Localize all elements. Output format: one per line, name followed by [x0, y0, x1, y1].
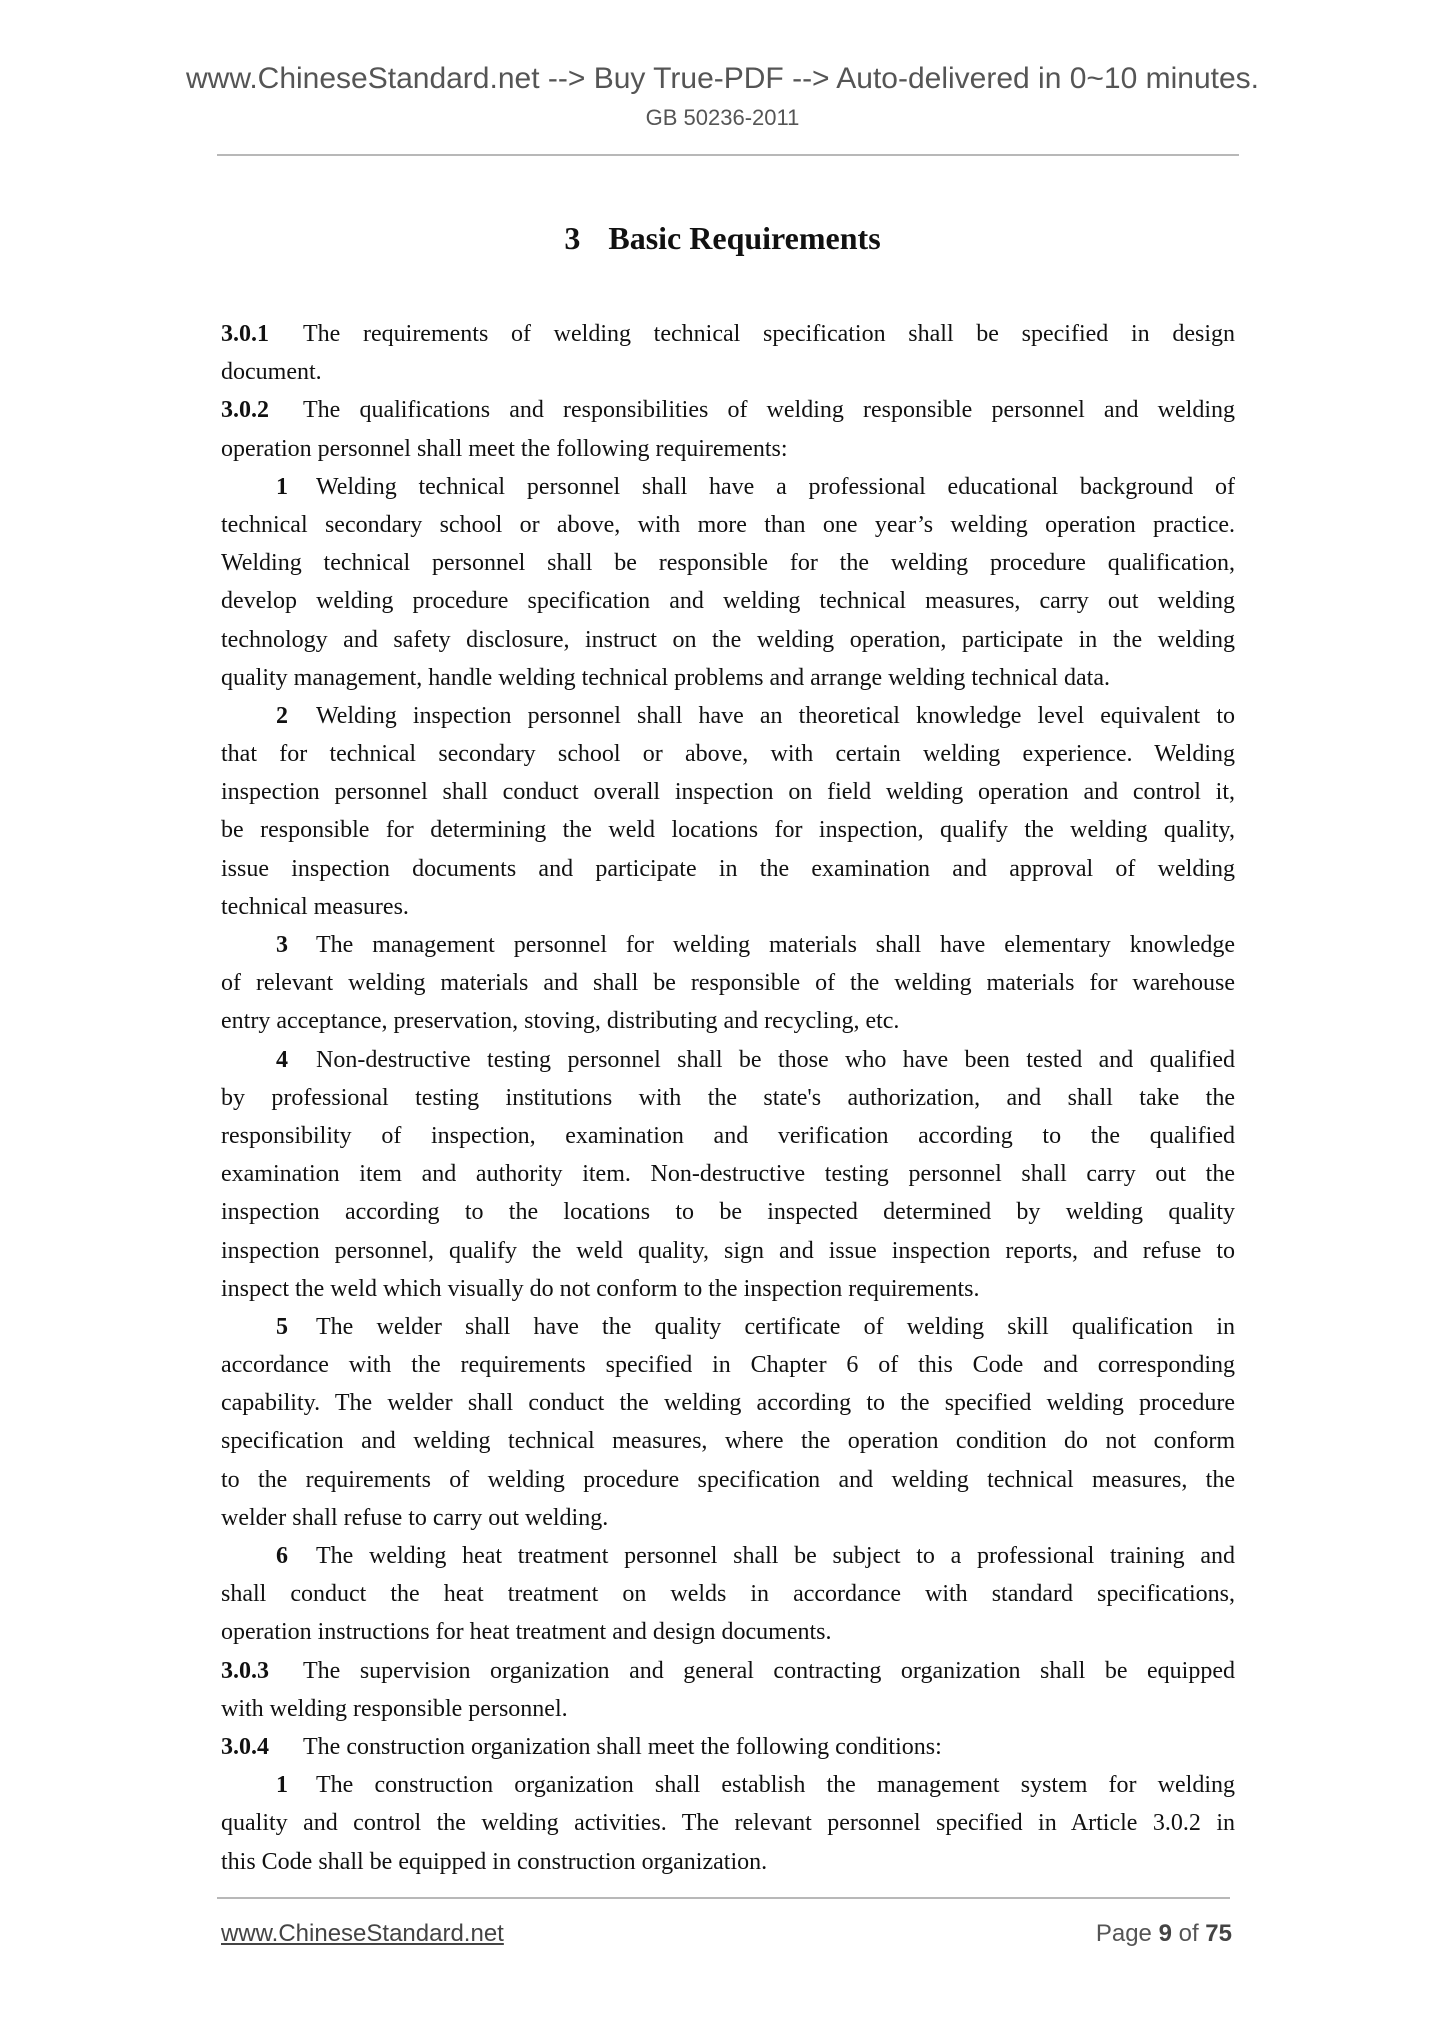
line-text: examination item and authority item. Non-destructive testing personnel shall carry out the	[221, 1161, 1235, 1188]
clause-3.0.3	[221, 1652, 1235, 1728]
text-line	[221, 1690, 1235, 1728]
text-line	[221, 1346, 1235, 1384]
text-line	[221, 926, 1235, 964]
list-item	[221, 1766, 1235, 1881]
line-text: inspection personnel, qualify the weld quality, sign and issue inspection reports, and refuse to	[221, 1237, 1235, 1264]
line-text: Welding technical personnel shall have a professional educational background of	[316, 473, 1235, 500]
text-line	[221, 1804, 1235, 1842]
line-text: with welding responsible personnel.	[221, 1695, 568, 1722]
text-line	[221, 1041, 1235, 1079]
text-line	[221, 582, 1235, 620]
text-line	[221, 964, 1235, 1002]
line-text: this Code shall be equipped in construction organization.	[221, 1848, 768, 1875]
page-total: 75	[1205, 1920, 1232, 1947]
chapter-number: 3	[564, 220, 581, 256]
line-text: The requirements of welding technical specification shall be specified in design	[303, 321, 1235, 347]
line-text: of relevant welding materials and shall be responsible of the welding materials for warehouse	[221, 970, 1235, 997]
list-item	[221, 1041, 1235, 1308]
text-line	[221, 773, 1235, 811]
document-body	[221, 315, 1235, 1881]
clause-number: 3.0.4	[221, 1733, 269, 1760]
item-number: 3	[276, 932, 288, 958]
text-line	[221, 888, 1235, 926]
item-number: 5	[276, 1313, 288, 1340]
text-line	[221, 850, 1235, 888]
text-line	[221, 1422, 1235, 1460]
text-line	[221, 1613, 1235, 1651]
text-line	[221, 1537, 1235, 1575]
line-text: The management personnel for welding materials shall have elementary knowledge	[316, 932, 1235, 958]
line-text: inspection personnel shall conduct overall inspection on field welding operation and control it,	[221, 779, 1235, 806]
list-item	[221, 697, 1235, 926]
line-text: technology and safety disclosure, instruct on the welding operation, participate in the welding	[221, 626, 1235, 653]
text-line	[221, 430, 1235, 468]
text-line	[221, 1843, 1235, 1881]
list-item	[221, 1537, 1235, 1652]
line-text: inspection according to the locations to be inspected determined by welding quality	[221, 1199, 1235, 1226]
page-title	[0, 218, 1445, 258]
line-text: inspect the weld which visually do not conform to the inspection requirements.	[221, 1275, 980, 1302]
line-text: technical secondary school or above, with more than one year’s welding operation practice.	[221, 511, 1235, 538]
chapter-title: Basic Requirements	[608, 220, 881, 256]
page-current: 9	[1158, 1920, 1172, 1947]
clause-number: 3.0.1	[221, 321, 269, 347]
line-text: responsibility of inspection, examination and verification according to the qualified	[221, 1122, 1235, 1149]
line-text: operation personnel shall meet the following requirements:	[221, 435, 788, 462]
item-number: 1	[276, 473, 288, 500]
text-line	[221, 621, 1235, 659]
page-prefix: Page	[1095, 1920, 1152, 1947]
clause-number: 3.0.2	[221, 397, 269, 424]
list-item	[221, 926, 1235, 1041]
line-text: document.	[221, 359, 322, 386]
list-item	[221, 1308, 1235, 1537]
line-text: that for technical secondary school or above, with certain welding experience. Welding	[221, 741, 1235, 768]
text-line	[221, 544, 1235, 582]
text-line	[221, 315, 1235, 353]
line-text: entry acceptance, preservation, stoving, distributing and recycling, etc.	[221, 1008, 900, 1035]
header-divider	[217, 154, 1239, 156]
text-line	[221, 1002, 1235, 1040]
header-banner: www.ChineseStandard.net --> Buy True-PDF --> Auto-delivered in 0~10 minutes.	[185, 62, 1260, 95]
text-line	[221, 391, 1235, 429]
line-text: The construction organization shall establish the management system for welding	[316, 1772, 1235, 1799]
line-text: technical measures.	[221, 893, 409, 920]
clause-3.0.2	[221, 391, 1235, 467]
line-text: The welder shall have the quality certificate of welding skill qualification in	[316, 1313, 1235, 1340]
text-line	[221, 1079, 1235, 1117]
line-text: Welding technical personnel shall be responsible for the welding procedure qualification,	[221, 550, 1235, 577]
line-text: operation instructions for heat treatment and design documents.	[221, 1619, 832, 1646]
line-text: Non-destructive testing personnel shall be those who have been tested and qualified	[316, 1046, 1235, 1073]
text-line	[221, 1117, 1235, 1155]
text-line	[221, 353, 1235, 391]
line-text: Welding inspection personnel shall have an theoretical knowledge level equivalent to	[316, 702, 1235, 729]
line-text: specification and welding technical measures, where the operation condition do not conform	[221, 1428, 1235, 1455]
text-line	[221, 468, 1235, 506]
text-line	[221, 1499, 1235, 1537]
footer-site-link[interactable]: www.ChineseStandard.net	[221, 1920, 504, 1947]
page-of: of	[1178, 1920, 1199, 1947]
text-line	[221, 811, 1235, 849]
line-text: The supervision organization and general contracting organization shall be equipped	[303, 1657, 1235, 1684]
line-text: issue inspection documents and participate in the examination and approval of welding	[221, 855, 1235, 882]
line-text: develop welding procedure specification and welding technical measures, carry out welding	[221, 588, 1235, 615]
line-text: quality management, handle welding technical problems and arrange welding technical data.	[221, 664, 1110, 691]
text-line	[221, 735, 1235, 773]
footer-divider	[217, 1897, 1230, 1899]
item-number: 2	[276, 702, 288, 729]
item-number: 4	[276, 1046, 288, 1073]
text-line	[221, 1766, 1235, 1804]
item-number: 6	[276, 1543, 288, 1569]
text-line	[221, 1270, 1235, 1308]
text-line	[221, 1384, 1235, 1422]
line-text: The qualifications and responsibilities of welding responsible personnel and welding	[303, 397, 1235, 424]
text-line	[221, 1461, 1235, 1499]
line-text: The welding heat treatment personnel shall be subject to a professional training and	[316, 1543, 1235, 1569]
clause-3.0.1	[221, 315, 1235, 391]
item-number: 1	[276, 1772, 288, 1799]
line-text: be responsible for determining the weld locations for inspection, qualify the welding quality,	[221, 817, 1235, 844]
text-line	[221, 659, 1235, 697]
text-line	[221, 1193, 1235, 1231]
line-text: The construction organization shall meet the following conditions:	[303, 1733, 942, 1760]
text-line	[221, 506, 1235, 544]
line-text: quality and control the welding activities. The relevant personnel specified in Article 3.0.2 in	[221, 1810, 1235, 1837]
text-line	[221, 1575, 1235, 1613]
line-text: by professional testing institutions with the state's authorization, and shall take the	[221, 1084, 1235, 1111]
text-line	[221, 1155, 1235, 1193]
text-line	[221, 1232, 1235, 1270]
clause-3.0.4	[221, 1728, 1235, 1766]
clause-number: 3.0.3	[221, 1657, 269, 1684]
line-text: shall conduct the heat treatment on welds in accordance with standard specifications,	[221, 1581, 1235, 1608]
page-indicator	[1096, 1920, 1232, 1948]
list-item	[221, 468, 1235, 697]
line-text: capability. The welder shall conduct the welding according to the specified welding procedure	[221, 1390, 1235, 1417]
text-line	[221, 1728, 1235, 1766]
text-line	[221, 1308, 1235, 1346]
line-text: to the requirements of welding procedure specification and welding technical measures, the	[221, 1466, 1235, 1493]
text-line	[221, 697, 1235, 735]
standard-id: GB 50236-2011	[645, 105, 800, 130]
line-text: welder shall refuse to carry out welding.	[221, 1504, 609, 1531]
line-text: accordance with the requirements specified in Chapter 6 of this Code and corresponding	[221, 1352, 1235, 1379]
text-line	[221, 1652, 1235, 1690]
